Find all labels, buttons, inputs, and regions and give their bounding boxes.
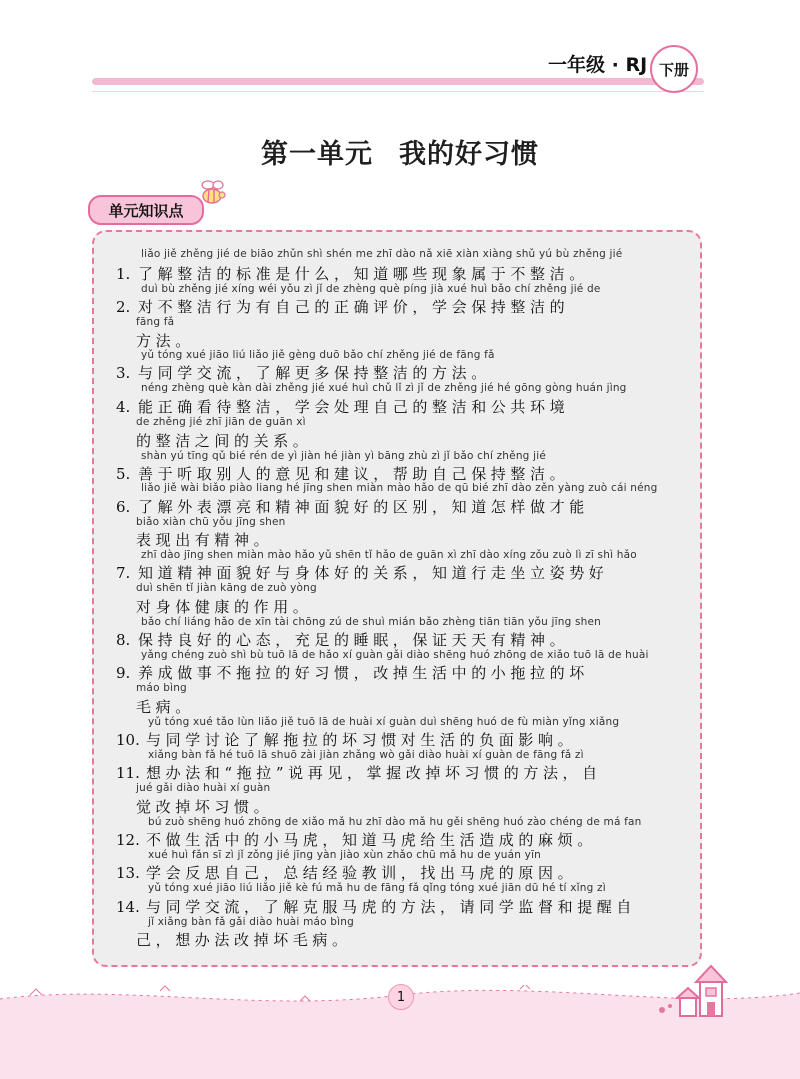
item-number: 5. bbox=[116, 465, 131, 483]
list-item bbox=[116, 263, 589, 284]
list-item bbox=[116, 662, 589, 683]
item-text: 对不整洁行为有自己的正确评价，学会保持整洁的 bbox=[138, 298, 570, 316]
page-number: 1 bbox=[388, 984, 414, 1010]
list-item bbox=[116, 496, 589, 517]
list-item bbox=[116, 729, 577, 750]
item-text: 能正确看待整洁，学会处理自己的整洁和公共环境 bbox=[138, 398, 570, 416]
item-text: 了解外表漂亮和精神面貌好的区别，知道怎样做才能 bbox=[138, 498, 589, 516]
item-text: 想办法和“拖拉”说再见，掌握改掉坏习惯的方法，自 bbox=[146, 764, 602, 782]
item-text: 养成做事不拖拉的好习惯，改掉生活中的小拖拉的坏 bbox=[138, 664, 589, 682]
header-bar bbox=[92, 78, 704, 85]
list-item bbox=[116, 762, 602, 783]
pinyin-line: yǔ tóng xué jiāo liú liǎo jiě gèng duō bǎo chí zhěng jié de fāng fǎ bbox=[141, 349, 495, 361]
pinyin-line: xué huì fǎn sī zì jǐ zǒng jié jīng yàn jiào xùn zhǎo chū mǎ hu de yuán yīn bbox=[148, 849, 542, 861]
pinyin-line: jué gǎi diào huài xí guàn bbox=[136, 782, 271, 794]
item-text: 不做生活中的小马虎，知道马虎给生活造成的麻烦。 bbox=[146, 831, 597, 849]
item-number: 4. bbox=[116, 398, 131, 416]
list-item bbox=[116, 629, 569, 650]
item-text: 善于听取别人的意见和建议，帮助自己保持整洁。 bbox=[138, 465, 570, 483]
unit-number: 第一单元 bbox=[261, 139, 373, 170]
pinyin-line: liǎo jiě zhěng jié de biāo zhǔn shì shén me zhī dào nǎ xiē xiàn xiàng shǔ yú bù zhěng jié bbox=[141, 248, 623, 260]
section-label: 单元知识点 bbox=[88, 195, 204, 225]
page-title bbox=[0, 132, 800, 171]
pinyin-line: de zhěng jié zhī jiān de guān xì bbox=[136, 416, 306, 428]
pinyin-line: duì shēn tǐ jiàn kāng de zuò yòng bbox=[136, 582, 317, 594]
item-text: 了解整洁的标准是什么，知道哪些现象属于不整洁。 bbox=[138, 265, 589, 283]
item-number: 13. bbox=[116, 864, 140, 882]
pinyin-line: biǎo xiàn chū yǒu jīng shen bbox=[136, 516, 286, 528]
pinyin-line: bǎo chí liáng hǎo de xīn tài chōng zú de shuì mián bǎo zhèng tiān tiān yǒu jīng shen bbox=[141, 616, 602, 628]
pinyin-line: bú zuò shēng huó zhōng de xiǎo mǎ hu zhī dào mǎ hu gěi shēng huó zào chéng de má fan bbox=[148, 816, 642, 828]
list-item bbox=[116, 862, 577, 883]
house-icon bbox=[650, 962, 730, 1020]
pinyin-line: fāng fǎ bbox=[136, 316, 175, 328]
list-item bbox=[116, 829, 597, 850]
item-text: 保持良好的心态，充足的睡眠，保证天天有精神。 bbox=[138, 631, 570, 649]
item-text: 觉改掉坏习惯。 bbox=[136, 798, 274, 816]
item-number: 10. bbox=[116, 731, 140, 749]
item-text: 方法。 bbox=[136, 332, 195, 350]
item-number: 1. bbox=[116, 265, 131, 283]
item-number: 11. bbox=[116, 764, 140, 782]
item-text: 知道精神面貌好与身体好的关系，知道行走坐立姿势好 bbox=[138, 564, 609, 582]
pinyin-line: yǔ tóng xué tǎo lùn liǎo jiě tuō lā de huài xí guàn duì shēng huó de fù miàn yǐng xiǎng bbox=[148, 716, 620, 728]
item-text: 的整洁之间的关系。 bbox=[136, 432, 313, 450]
item-text: 己，想办法改掉坏毛病。 bbox=[136, 931, 352, 949]
pinyin-line: xiǎng bàn fǎ hé tuō lā shuō zài jiàn zhǎng wò gǎi diào huài xí guàn de fāng fǎ zì bbox=[148, 749, 584, 761]
item-number: 6. bbox=[116, 498, 131, 516]
list-item bbox=[116, 896, 636, 917]
bee-icon bbox=[194, 178, 228, 208]
item-text: 与同学交流，了解更多保持整洁的方法。 bbox=[138, 364, 491, 382]
list-item bbox=[116, 362, 491, 383]
list-item bbox=[116, 396, 569, 417]
pinyin-line: máo bìng bbox=[136, 682, 187, 694]
item-text: 表现出有精神。 bbox=[136, 531, 274, 549]
item-text: 与同学交流，了解克服马虎的方法，请同学监督和提醒自 bbox=[146, 898, 637, 916]
header-rule bbox=[92, 91, 704, 92]
book-volume-badge: 下册 bbox=[650, 45, 698, 93]
grade-label: 一年级 · RJ bbox=[548, 54, 648, 76]
item-text: 毛病。 bbox=[136, 698, 195, 716]
pinyin-line: yǔ tóng xué jiāo liú liǎo jiě kè fú mǎ hu de fāng fǎ qǐng tóng xué jiān dū hé tí xǐng zì bbox=[148, 882, 606, 894]
item-number: 12. bbox=[116, 831, 140, 849]
item-text: 学会反思自己，总结经验教训，找出马虎的原因。 bbox=[146, 864, 578, 882]
item-number: 8. bbox=[116, 631, 131, 649]
unit-name: 我的好习惯 bbox=[399, 139, 539, 170]
list-item bbox=[116, 296, 569, 317]
item-number: 9. bbox=[116, 664, 131, 682]
pinyin-line: duì bù zhěng jié xíng wéi yǒu zì jǐ de zhèng què píng jià xué huì bǎo chí zhěng jié de bbox=[141, 283, 601, 295]
pinyin-line: liǎo jiě wài biǎo piào liang hé jīng shen miàn mào hǎo de qū bié zhī dào zěn yàng zuò cái néng bbox=[141, 482, 658, 494]
list-item bbox=[116, 562, 608, 583]
pinyin-line: jǐ xiǎng bàn fǎ gǎi diào huài máo bìng bbox=[148, 916, 355, 928]
item-number: 2. bbox=[116, 298, 131, 316]
item-text: 对身体健康的作用。 bbox=[136, 598, 313, 616]
item-text: 与同学讨论了解拖拉的坏习惯对生活的负面影响。 bbox=[146, 731, 578, 749]
pinyin-line: néng zhèng què kàn dài zhěng jié xué huì chǔ lǐ zì jǐ de zhěng jié hé gōng gòng huán jìng bbox=[141, 382, 627, 394]
item-number: 14. bbox=[116, 898, 140, 916]
pinyin-line: yǎng chéng zuò shì bù tuō lā de hǎo xí guàn gǎi diào shēng huó zhōng de xiǎo tuō lā de huài bbox=[141, 649, 649, 661]
list-item bbox=[116, 463, 569, 484]
item-number: 7. bbox=[116, 564, 131, 582]
item-number: 3. bbox=[116, 364, 131, 382]
pinyin-line: zhī dào jīng shen miàn mào hǎo yǔ shēn tǐ hǎo de guān xì zhī dào xíng zǒu zuò lì zī shì hǎo bbox=[141, 549, 637, 561]
pinyin-line: shàn yú tīng qǔ bié rén de yì jiàn hé jiàn yì bāng zhù zì jǐ bǎo chí zhěng jié bbox=[141, 450, 546, 462]
